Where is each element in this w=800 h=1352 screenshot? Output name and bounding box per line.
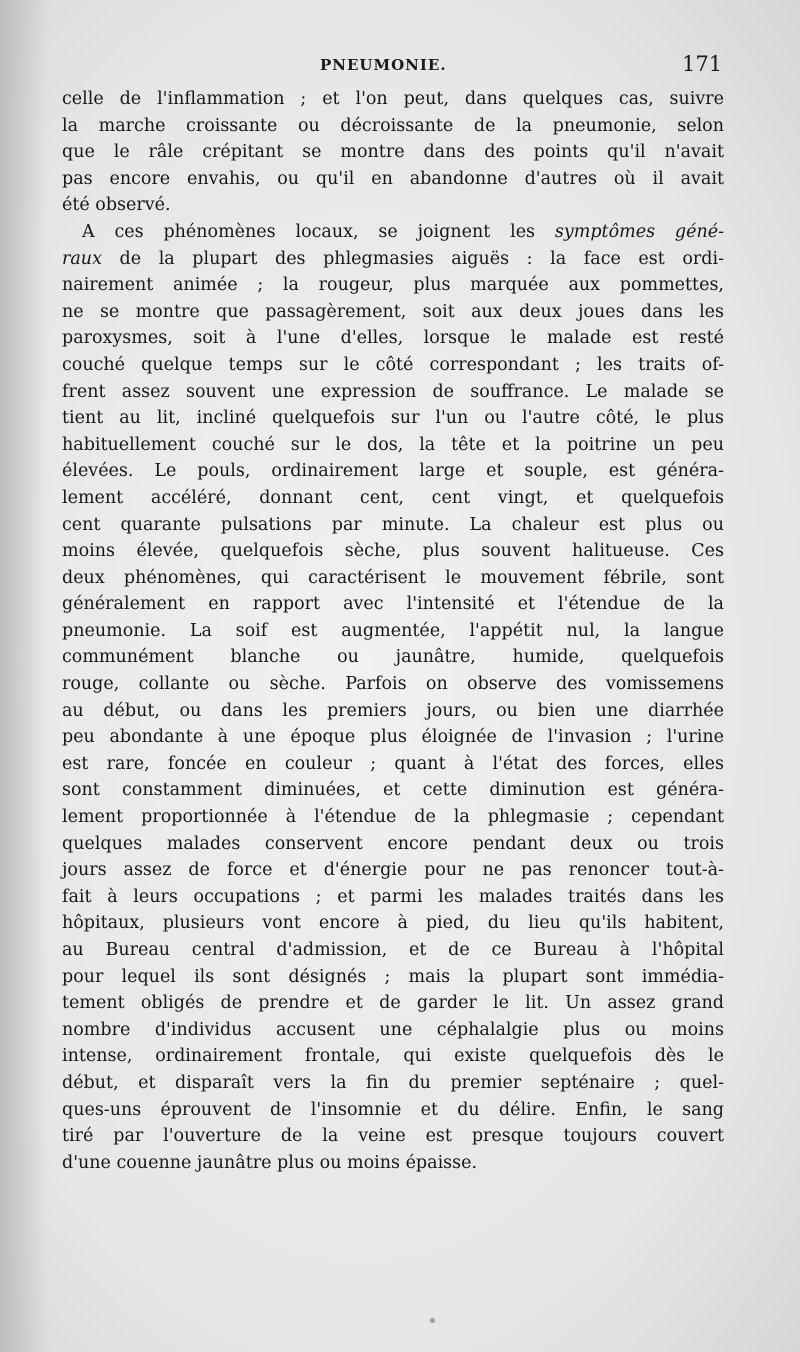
text-line: pneumonie. La soif est augmentée, l'appétit nul, la langue — [62, 620, 724, 641]
body-text — [62, 86, 724, 1176]
text-line: nairement animée ; la rougeur, plus marquée aux pommettes, — [62, 275, 724, 296]
text-line: début, et disparaît vers la fin du premier septénaire ; quel- — [62, 1072, 724, 1093]
text-line: ques-uns éprouvent de l'insomnie et du délire. Enfin, le sang — [62, 1099, 724, 1120]
text-line: été observé. — [62, 195, 171, 216]
text-line: habituellement couché sur le dos, la tête et la poitrine un peu — [62, 434, 724, 455]
italic-term: symptômes géné- — [554, 221, 724, 242]
text-line: que le râle crépitant se montre dans des points qu'il n'avait — [62, 142, 724, 163]
text-line: sont constamment diminuées, et cette diminution est généra- — [62, 780, 724, 801]
text-line: paroxysmes, soit à l'une d'elles, lorsque le malade est resté — [62, 328, 724, 349]
text-line: jours assez de force et d'énergie pour ne pas renoncer tout-à- — [62, 860, 724, 881]
text-line: couché quelque temps sur le côté correspondant ; les traits of- — [62, 354, 724, 375]
paper-speck — [430, 1318, 435, 1323]
text-line: ne se montre que passagèrement, soit aux deux joues dans les — [62, 301, 724, 322]
text-line: cent quarante pulsations par minute. La chaleur est plus ou — [62, 514, 724, 535]
text-line: rouge, collante ou sèche. Parfois on observe des vomissemens — [62, 674, 724, 695]
text-line: nombre d'individus accusent une céphalalgie plus ou moins — [62, 1019, 724, 1040]
text-segment: A ces phénomènes locaux, se joignent les — [82, 221, 536, 242]
text-line: moins élevée, quelquefois sèche, plus souvent halitueuse. Ces — [62, 541, 724, 562]
text-segment: de la plupart des phlegmasies aiguës : la face est ordi- — [119, 248, 724, 269]
text-line: tement obligés de prendre et de garder le lit. Un assez grand — [62, 993, 724, 1014]
text-line: pas encore envahis, ou qu'il en abandonne d'autres où il avait — [62, 168, 724, 189]
text-line: frent assez souvent une expression de souffrance. Le malade se — [62, 381, 724, 402]
text-line: d'une couenne jaunâtre plus ou moins épaisse. — [62, 1152, 478, 1173]
text-line-mixed — [62, 219, 724, 246]
text-line: celle de l'inflammation ; et l'on peut, dans quelques cas, suivre — [62, 89, 724, 109]
page-gutter-shadow — [0, 0, 48, 1352]
text-line: lement accéléré, donnant cent, cent vingt, et quelquefois — [62, 487, 724, 508]
text-line: fait à leurs occupations ; et parmi les malades traités dans les — [62, 886, 724, 907]
italic-term: raux — [62, 248, 102, 269]
running-head-title: PNEUMONIE. — [320, 56, 447, 74]
text-line: la marche croissante ou décroissante de la pneumonie, selon — [62, 115, 724, 136]
text-line: tient au lit, incliné quelquefois sur l'un ou l'autre côté, le plus — [62, 408, 724, 429]
text-line: quelques malades conservent encore pendant deux ou trois — [62, 833, 724, 854]
text-line-mixed — [62, 246, 724, 273]
text-line: intense, ordinairement frontale, qui existe quelquefois dès le — [62, 1046, 724, 1067]
page-number: 171 — [682, 52, 723, 76]
text-line: pour lequel ils sont désignés ; mais la plupart sont immédia- — [62, 966, 724, 987]
text-line: tiré par l'ouverture de la veine est presque toujours couvert — [62, 1126, 724, 1147]
text-line: généralement en rapport avec l'intensité et l'étendue de la — [62, 594, 724, 615]
text-line: au début, ou dans les premiers jours, ou bien une diarrhée — [62, 700, 724, 721]
text-line: élevées. Le pouls, ordinairement large et souple, est généra- — [62, 461, 724, 482]
running-head — [0, 52, 800, 82]
text-line: lement proportionnée à l'étendue de la phlegmasie ; cependant — [62, 807, 724, 828]
text-line: est rare, foncée en couleur ; quant à l'état des forces, elles — [62, 753, 724, 774]
text-line: hôpitaux, plusieurs vont encore à pied, du lieu qu'ils habitent, — [62, 913, 724, 934]
text-line: deux phénomènes, qui caractérisent le mouvement fébrile, sont — [62, 567, 724, 588]
text-line: au Bureau central d'admission, et de ce Bureau à l'hôpital — [62, 940, 724, 960]
text-line: communément blanche ou jaunâtre, humide, quelquefois — [62, 647, 724, 668]
text-line: peu abondante à une époque plus éloignée de l'invasion ; l'urine — [62, 727, 724, 748]
